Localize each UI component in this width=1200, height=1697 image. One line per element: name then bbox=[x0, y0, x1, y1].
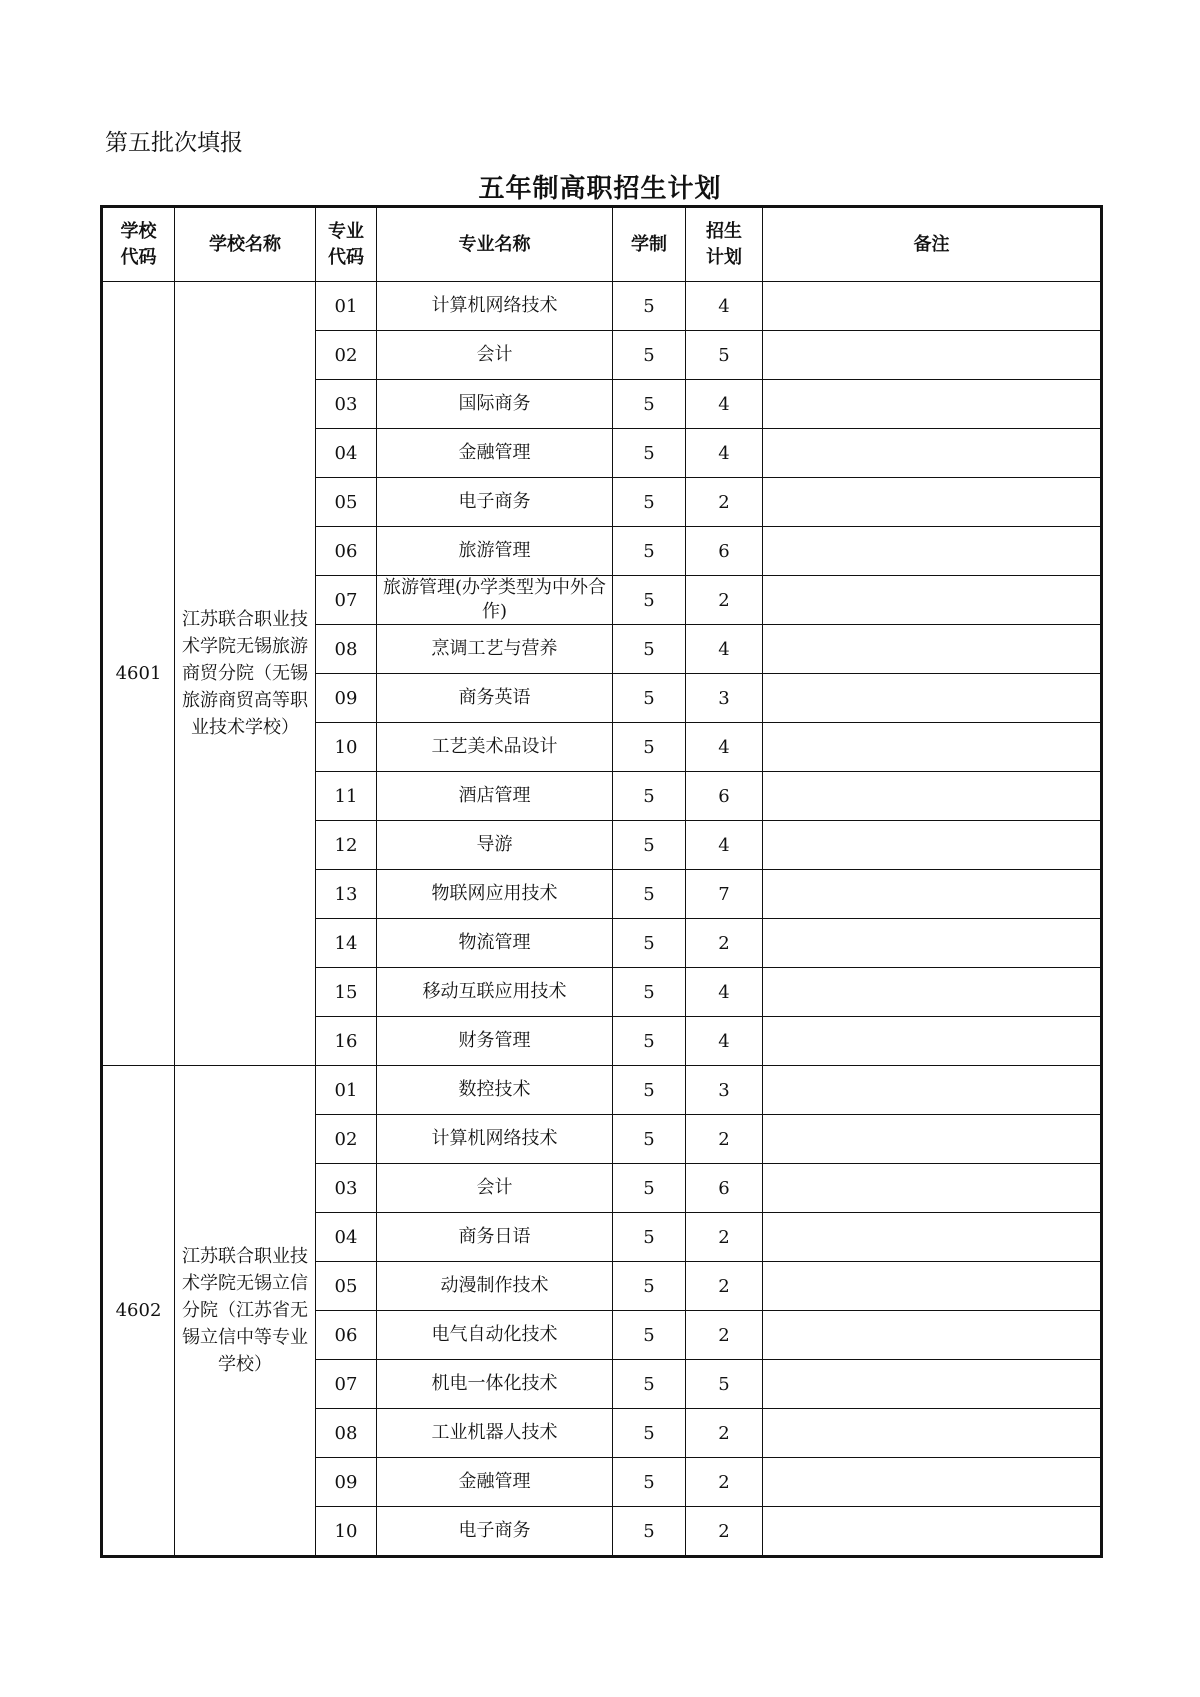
major-code-cell: 06 bbox=[316, 1311, 377, 1360]
quota-cell: 4 bbox=[686, 282, 763, 331]
duration-cell: 5 bbox=[613, 1507, 686, 1557]
school-name-cell: 江苏联合职业技术学院无锡立信分院（江苏省无锡立信中等专业学校） bbox=[175, 1066, 316, 1557]
major-code-cell: 13 bbox=[316, 870, 377, 919]
quota-cell: 3 bbox=[686, 674, 763, 723]
quota-cell: 4 bbox=[686, 1017, 763, 1066]
table-row bbox=[102, 282, 1102, 331]
duration-cell: 5 bbox=[613, 527, 686, 576]
remark-cell bbox=[763, 1213, 1102, 1262]
duration-cell: 5 bbox=[613, 1360, 686, 1409]
remark-cell bbox=[763, 1458, 1102, 1507]
duration-cell: 5 bbox=[613, 968, 686, 1017]
duration-cell: 5 bbox=[613, 723, 686, 772]
duration-cell: 5 bbox=[613, 478, 686, 527]
remark-cell bbox=[763, 1115, 1102, 1164]
quota-cell: 4 bbox=[686, 968, 763, 1017]
major-name-cell: 导游 bbox=[377, 821, 613, 870]
duration-cell: 5 bbox=[613, 1017, 686, 1066]
enrollment-plan-table bbox=[100, 205, 1103, 1558]
remark-cell bbox=[763, 821, 1102, 870]
major-name-cell: 物流管理 bbox=[377, 919, 613, 968]
major-name-cell: 商务英语 bbox=[377, 674, 613, 723]
header-major-name: 专业名称 bbox=[377, 207, 613, 282]
quota-cell: 2 bbox=[686, 919, 763, 968]
major-code-cell: 01 bbox=[316, 1066, 377, 1115]
major-code-cell: 15 bbox=[316, 968, 377, 1017]
remark-cell bbox=[763, 1017, 1102, 1066]
quota-cell: 2 bbox=[686, 1458, 763, 1507]
major-name-cell: 电气自动化技术 bbox=[377, 1311, 613, 1360]
major-code-cell: 12 bbox=[316, 821, 377, 870]
major-name-cell: 商务日语 bbox=[377, 1213, 613, 1262]
major-name-cell: 金融管理 bbox=[377, 429, 613, 478]
remark-cell bbox=[763, 1409, 1102, 1458]
remark-cell bbox=[763, 282, 1102, 331]
quota-cell: 5 bbox=[686, 331, 763, 380]
major-code-cell: 08 bbox=[316, 1409, 377, 1458]
remark-cell bbox=[763, 576, 1102, 625]
quota-cell: 2 bbox=[686, 1213, 763, 1262]
remark-cell bbox=[763, 1066, 1102, 1115]
remark-cell bbox=[763, 723, 1102, 772]
quota-cell: 2 bbox=[686, 1262, 763, 1311]
school-code-cell: 4601 bbox=[102, 282, 175, 1066]
major-code-cell: 01 bbox=[316, 282, 377, 331]
major-name-cell: 计算机网络技术 bbox=[377, 282, 613, 331]
quota-cell: 6 bbox=[686, 1164, 763, 1213]
major-code-cell: 11 bbox=[316, 772, 377, 821]
major-code-cell: 03 bbox=[316, 380, 377, 429]
quota-cell: 4 bbox=[686, 625, 763, 674]
school-name-cell: 江苏联合职业技术学院无锡旅游商贸分院（无锡旅游商贸高等职业技术学校） bbox=[175, 282, 316, 1066]
header-major-code: 专业代码 bbox=[316, 207, 377, 282]
remark-cell bbox=[763, 674, 1102, 723]
table-row bbox=[102, 1066, 1102, 1115]
quota-cell: 6 bbox=[686, 527, 763, 576]
remark-cell bbox=[763, 478, 1102, 527]
major-code-cell: 16 bbox=[316, 1017, 377, 1066]
remark-cell bbox=[763, 968, 1102, 1017]
quota-cell: 5 bbox=[686, 1360, 763, 1409]
header-row bbox=[102, 207, 1102, 282]
major-name-cell: 烹调工艺与营养 bbox=[377, 625, 613, 674]
remark-cell bbox=[763, 1507, 1102, 1557]
major-code-cell: 10 bbox=[316, 1507, 377, 1557]
duration-cell: 5 bbox=[613, 674, 686, 723]
header-quota: 招生计划 bbox=[686, 207, 763, 282]
quota-cell: 2 bbox=[686, 576, 763, 625]
duration-cell: 5 bbox=[613, 331, 686, 380]
major-name-cell: 旅游管理 bbox=[377, 527, 613, 576]
duration-cell: 5 bbox=[613, 821, 686, 870]
major-code-cell: 05 bbox=[316, 1262, 377, 1311]
quota-cell: 3 bbox=[686, 1066, 763, 1115]
quota-cell: 2 bbox=[686, 1409, 763, 1458]
remark-cell bbox=[763, 870, 1102, 919]
remark-cell bbox=[763, 1360, 1102, 1409]
remark-cell bbox=[763, 380, 1102, 429]
duration-cell: 5 bbox=[613, 1164, 686, 1213]
major-name-cell: 工业机器人技术 bbox=[377, 1409, 613, 1458]
remark-cell bbox=[763, 527, 1102, 576]
remark-cell bbox=[763, 429, 1102, 478]
major-code-cell: 05 bbox=[316, 478, 377, 527]
duration-cell: 5 bbox=[613, 1066, 686, 1115]
quota-cell: 4 bbox=[686, 723, 763, 772]
duration-cell: 5 bbox=[613, 1409, 686, 1458]
remark-cell bbox=[763, 772, 1102, 821]
major-code-cell: 09 bbox=[316, 1458, 377, 1507]
page-title: 五年制高职招生计划 bbox=[478, 174, 722, 204]
major-code-cell: 14 bbox=[316, 919, 377, 968]
header-school-name: 学校名称 bbox=[175, 207, 316, 282]
major-name-cell: 电子商务 bbox=[377, 1507, 613, 1557]
remark-cell bbox=[763, 1164, 1102, 1213]
remark-cell bbox=[763, 625, 1102, 674]
duration-cell: 5 bbox=[613, 870, 686, 919]
duration-cell: 5 bbox=[613, 1213, 686, 1262]
major-name-cell: 计算机网络技术 bbox=[377, 1115, 613, 1164]
duration-cell: 5 bbox=[613, 919, 686, 968]
remark-cell bbox=[763, 1262, 1102, 1311]
quota-cell: 4 bbox=[686, 429, 763, 478]
major-code-cell: 02 bbox=[316, 1115, 377, 1164]
major-code-cell: 08 bbox=[316, 625, 377, 674]
major-name-cell: 移动互联应用技术 bbox=[377, 968, 613, 1017]
quota-cell: 2 bbox=[686, 1507, 763, 1557]
duration-cell: 5 bbox=[613, 1115, 686, 1164]
major-code-cell: 09 bbox=[316, 674, 377, 723]
major-name-cell: 会计 bbox=[377, 1164, 613, 1213]
duration-cell: 5 bbox=[613, 772, 686, 821]
major-code-cell: 04 bbox=[316, 1213, 377, 1262]
header-school-code: 学校代码 bbox=[102, 207, 175, 282]
remark-cell bbox=[763, 919, 1102, 968]
quota-cell: 7 bbox=[686, 870, 763, 919]
major-name-cell: 会计 bbox=[377, 331, 613, 380]
duration-cell: 5 bbox=[613, 625, 686, 674]
major-name-cell: 动漫制作技术 bbox=[377, 1262, 613, 1311]
quota-cell: 4 bbox=[686, 380, 763, 429]
major-code-cell: 02 bbox=[316, 331, 377, 380]
major-name-cell: 机电一体化技术 bbox=[377, 1360, 613, 1409]
quota-cell: 6 bbox=[686, 772, 763, 821]
duration-cell: 5 bbox=[613, 282, 686, 331]
major-code-cell: 07 bbox=[316, 576, 377, 625]
major-name-cell: 物联网应用技术 bbox=[377, 870, 613, 919]
major-code-cell: 06 bbox=[316, 527, 377, 576]
duration-cell: 5 bbox=[613, 1311, 686, 1360]
duration-cell: 5 bbox=[613, 380, 686, 429]
major-name-cell: 财务管理 bbox=[377, 1017, 613, 1066]
quota-cell: 4 bbox=[686, 821, 763, 870]
remark-cell bbox=[763, 331, 1102, 380]
major-code-cell: 03 bbox=[316, 1164, 377, 1213]
major-name-cell: 金融管理 bbox=[377, 1458, 613, 1507]
batch-label: 第五批次填报 bbox=[105, 130, 243, 156]
major-name-cell: 旅游管理(办学类型为中外合作) bbox=[377, 576, 613, 625]
remark-cell bbox=[763, 1311, 1102, 1360]
duration-cell: 5 bbox=[613, 429, 686, 478]
quota-cell: 2 bbox=[686, 478, 763, 527]
duration-cell: 5 bbox=[613, 1458, 686, 1507]
header-duration: 学制 bbox=[613, 207, 686, 282]
major-name-cell: 酒店管理 bbox=[377, 772, 613, 821]
major-name-cell: 电子商务 bbox=[377, 478, 613, 527]
major-name-cell: 国际商务 bbox=[377, 380, 613, 429]
header-remarks: 备注 bbox=[763, 207, 1102, 282]
duration-cell: 5 bbox=[613, 576, 686, 625]
major-code-cell: 04 bbox=[316, 429, 377, 478]
major-code-cell: 10 bbox=[316, 723, 377, 772]
quota-cell: 2 bbox=[686, 1311, 763, 1360]
major-code-cell: 07 bbox=[316, 1360, 377, 1409]
quota-cell: 2 bbox=[686, 1115, 763, 1164]
major-name-cell: 工艺美术品设计 bbox=[377, 723, 613, 772]
school-code-cell: 4602 bbox=[102, 1066, 175, 1557]
duration-cell: 5 bbox=[613, 1262, 686, 1311]
major-name-cell: 数控技术 bbox=[377, 1066, 613, 1115]
